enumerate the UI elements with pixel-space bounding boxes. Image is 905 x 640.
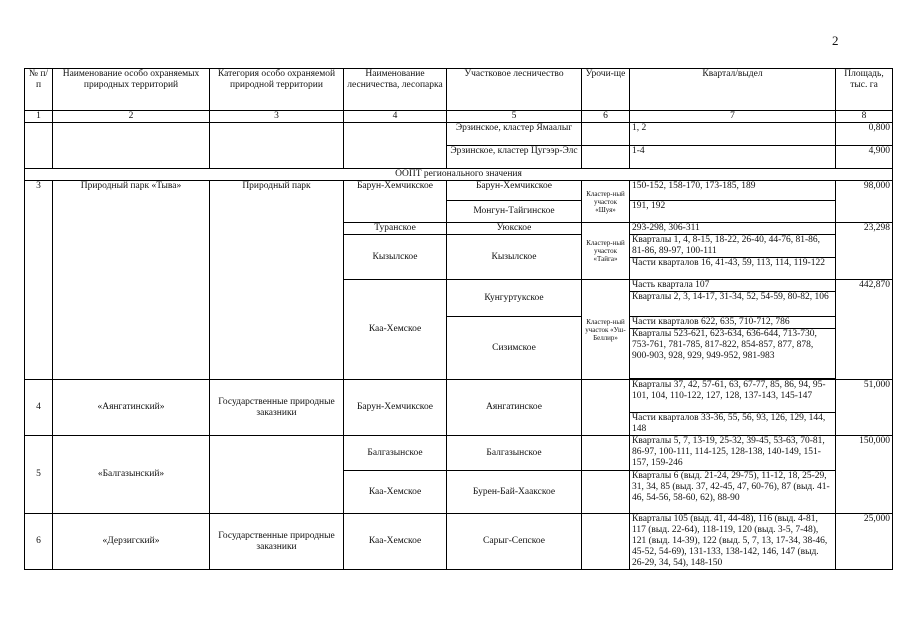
header-block: Квартал/выдел <box>630 69 836 111</box>
col-number: 2 <box>53 111 210 123</box>
column-numbers-row <box>25 111 893 123</box>
district-cell: Сизимское <box>447 317 582 380</box>
block-cell: 191, 192 <box>630 201 836 223</box>
col-number: 7 <box>630 111 836 123</box>
area-name: «Дерзигский» <box>53 514 210 570</box>
header-forestry: Наименование лесничества, лесопарка <box>344 69 447 111</box>
forestry-cell: Балгазынское <box>344 436 447 471</box>
table-row <box>25 380 893 413</box>
block-cell: Части кварталов 16, 41-43, 59, 113, 114, 119-122 <box>630 258 836 280</box>
table-header-row <box>25 69 893 111</box>
area-category: Государственные природные заказники <box>210 514 344 570</box>
col-number: 6 <box>582 111 630 123</box>
district-cell: Барун-Хемчикское <box>447 181 582 201</box>
row-number: 5 <box>25 436 53 514</box>
header-name: Наименование особо охраняемых природных территорий <box>53 69 210 111</box>
protected-areas-table <box>24 68 893 570</box>
area-cell: 51,000 <box>836 380 893 436</box>
block-cell: Кварталы 5, 7, 13-19, 25-32, 39-45, 53-63, 70-81, 86-97, 100-111, 114-125, 128-138, 140-149, 151-157, 159-246 <box>630 436 836 471</box>
district-cell: Балгазынское <box>447 436 582 471</box>
area-cell: 442,870 <box>836 280 893 380</box>
district-cell: Аянгатинское <box>447 380 582 436</box>
area-cell: 4,900 <box>836 146 893 169</box>
district-cell: Бурен-Бай-Хаакское <box>447 471 582 514</box>
col-number: 8 <box>836 111 893 123</box>
area-cell: 98,000 <box>836 181 893 223</box>
block-cell: Кварталы 523-621, 623-634, 636-644, 713-730, 753-761, 781-785, 817-822, 854-857, 877, 878, 900-903, 928, 929, 949-952, 981-983 <box>630 329 836 379</box>
area-cell: 25,000 <box>836 514 893 570</box>
col-number: 4 <box>344 111 447 123</box>
col-number: 3 <box>210 111 344 123</box>
district-cell: Кунгуртукское <box>447 280 582 317</box>
district-cell: Монгун-Тайгинское <box>447 201 582 223</box>
section-title: ООПТ регионального значения <box>25 169 893 181</box>
row-number: 6 <box>25 514 53 570</box>
table-row <box>25 436 893 471</box>
block-cell: Кварталы 6 (выд. 21-24, 29-75), 11-12, 18, 25-29, 31, 34, 85 (выд. 37, 42-45, 47, 60-76), 87 (выд. 41-46, 54-56, 58-60, 62), 88-90 <box>630 471 836 514</box>
header-num: № п/п <box>25 69 53 111</box>
block-cell: Части кварталов 622, 635, 710-712, 786 <box>630 317 836 329</box>
col-number: 1 <box>25 111 53 123</box>
block-cell: Кварталы 1, 4, 8-15, 18-22, 26-40, 44-76, 81-86, 81-86, 89-97, 100-111 <box>630 235 836 258</box>
forestry-cell: Туранское <box>344 223 447 235</box>
forestry-cell: Кызылское <box>344 235 447 280</box>
row-number: 4 <box>25 380 53 436</box>
area-name: «Балгазынский» <box>53 436 210 514</box>
table-row <box>25 181 893 201</box>
block-cell: 1-4 <box>630 146 836 169</box>
block-cell: 150-152, 158-170, 173-185, 189 <box>630 181 836 201</box>
section-row <box>25 169 893 181</box>
cluster-cell: Кластер-ный участок «Тайга» <box>582 223 630 280</box>
block-cell: Кварталы 2, 3, 14-17, 31-34, 52, 54-59, 80-82, 106 <box>630 292 836 317</box>
district-cell: Уюкское <box>447 223 582 235</box>
area-category: Государственные природные заказники <box>210 380 344 436</box>
forestry-cell: Барун-Хемчикское <box>344 380 447 436</box>
district-cell: Эрзинское, кластер Цугээр-Элс <box>447 146 582 169</box>
forestry-cell: Барун-Хемчикское <box>344 181 447 223</box>
header-area: Площадь, тыс. га <box>836 69 893 111</box>
block-cell: Части кварталов 33-36, 55, 56, 93, 126, 129, 144, 148 <box>630 413 836 436</box>
header-district: Участковое лесничество <box>447 69 582 111</box>
table-row <box>25 514 893 570</box>
area-category: Природный парк <box>210 181 344 380</box>
block-cell: Часть квартала 107 <box>630 280 836 292</box>
district-cell: Сарыг-Сепское <box>447 514 582 570</box>
table-row <box>25 123 893 146</box>
district-cell: Эрзинское, кластер Ямаалыг <box>447 123 582 146</box>
area-cell: 23,298 <box>836 223 893 280</box>
col-number: 5 <box>447 111 582 123</box>
forestry-cell: Каа-Хемское <box>344 280 447 380</box>
row-number: 3 <box>25 181 53 380</box>
area-cell: 150,000 <box>836 436 893 514</box>
header-tract: Урочи-ще <box>582 69 630 111</box>
block-cell: 293-298, 306-311 <box>630 223 836 235</box>
cluster-cell: Кластер-ный участок «Шуя» <box>582 181 630 223</box>
area-cell: 0,800 <box>836 123 893 146</box>
block-cell: Кварталы 37, 42, 57-61, 63, 67-77, 85, 86, 94, 95-101, 104, 110-122, 127, 128, 137-143, 145-147 <box>630 380 836 413</box>
block-cell: 1, 2 <box>630 123 836 146</box>
block-cell: Кварталы 105 (выд. 41, 44-48), 116 (выд. 4-81, 117 (выд. 22-64), 118-119, 120 (выд. 3-5, 7-48), 121 (выд. 14-39), 122 (выд. 5, 7, 13, 17-34, 38-46, 45-52, 54-69), 131-133, 138-142, 146, 147 (выд. 26-29, 34, 54), 148-150 <box>630 514 836 570</box>
area-name: «Аянгатинский» <box>53 380 210 436</box>
header-category: Категория особо охраняемой природной территории <box>210 69 344 111</box>
page-number: 2 <box>832 33 839 48</box>
area-name: Природный парк «Тыва» <box>53 181 210 380</box>
forestry-cell: Каа-Хемское <box>344 514 447 570</box>
forestry-cell: Каа-Хемское <box>344 471 447 514</box>
district-cell: Кызылское <box>447 235 582 280</box>
cluster-cell: Кластер-ный участок «Уш-Беллир» <box>582 280 630 380</box>
